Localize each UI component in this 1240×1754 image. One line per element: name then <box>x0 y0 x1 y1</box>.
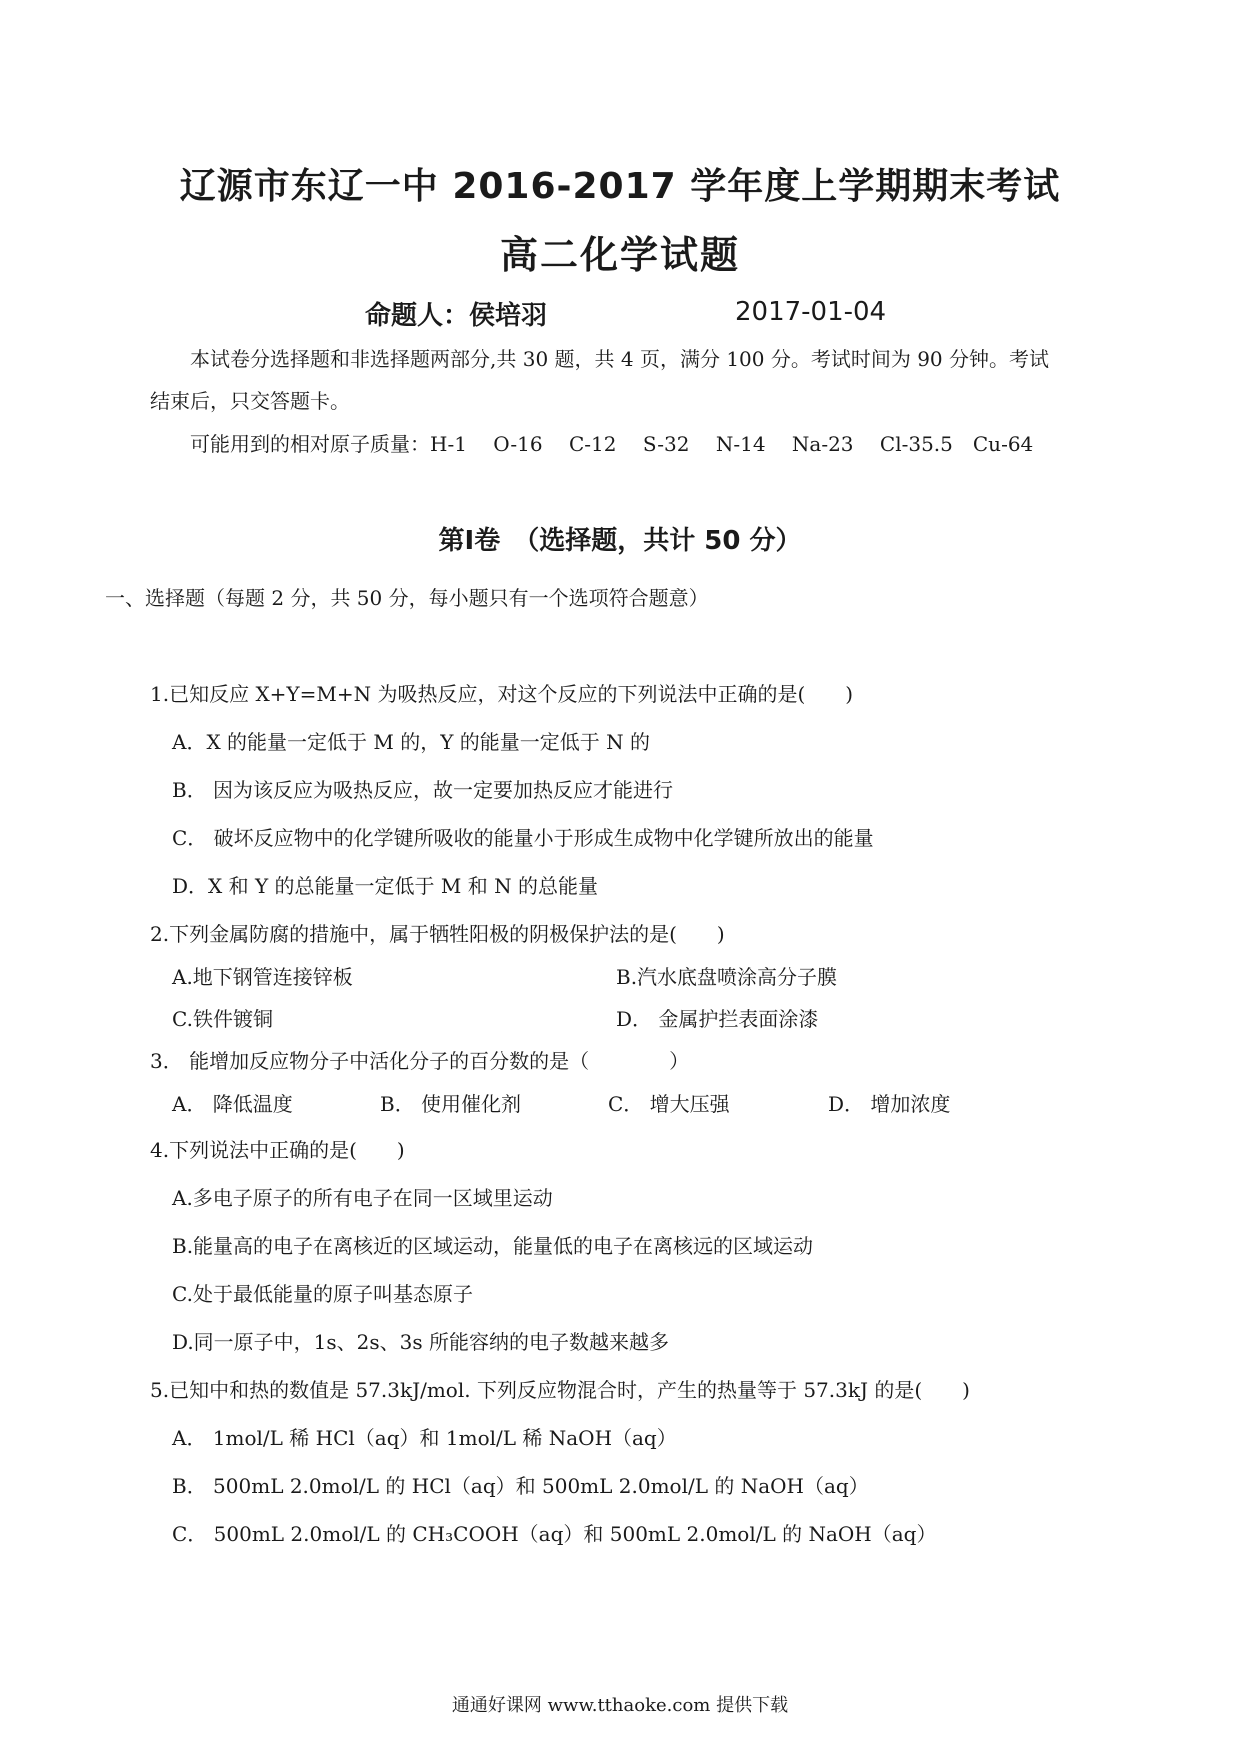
section-title: 第Ⅰ卷 （选择题，共计 50 分） <box>438 526 802 556</box>
question-5-stem: 5.已知中和热的数值是 57.3kJ/mol. 下列反应物混合时，产生的热量等于 57.3kJ 的是( ) <box>150 1378 970 1402</box>
question-4-stem: 4.下列说法中正确的是( ) <box>150 1138 405 1162</box>
footer-source: 通通好课网 www.tthaoke.com 提供下载 <box>451 1695 789 1716</box>
exam-title: 辽源市东辽一中 2016-2017 学年度上学期期末考试 <box>179 166 1061 207</box>
intro-line-1: 本试卷分选择题和非选择题两部分,共 30 题，共 4 页，满分 100 分。考试时间为 90 分钟。考试 <box>190 347 1050 371</box>
question-2-option-a: A.地下钢管连接锌板 <box>172 965 353 989</box>
question-2-option-c: C.铁件镀铜 <box>172 1007 273 1031</box>
question-1-option-c: C． 破坏反应物中的化学键所吸收的能量小于形成生成物中化学键所放出的能量 <box>172 826 874 850</box>
question-4-option-d: D.同一原子中，1s、2s、3s 所能容纳的电子数越来越多 <box>172 1330 670 1354</box>
exam-subtitle: 高二化学试题 <box>499 233 740 277</box>
question-2-stem: 2.下列金属防腐的措施中，属于牺牲阳极的阴极保护法的是( ) <box>150 922 725 946</box>
question-4-option-a: A.多电子原子的所有电子在同一区域里运动 <box>172 1186 553 1210</box>
question-1-option-b: B． 因为该反应为吸热反应，故一定要加热反应才能进行 <box>172 778 674 802</box>
question-5-option-a: A． 1mol/L 稀 HCl（aq）和 1mol/L 稀 NaOH（aq） <box>172 1426 677 1450</box>
question-3-option-a: A． 降低温度 <box>172 1092 293 1116</box>
section-instruction: 一、选择题（每题 2 分，共 50 分，每小题只有一个选项符合题意） <box>105 586 709 610</box>
exam-author: 命题人：侯培羽 <box>365 301 548 331</box>
question-3-option-c: C． 增大压强 <box>608 1092 730 1116</box>
question-1-option-d: D．X 和 Y 的总能量一定低于 M 和 N 的总能量 <box>172 874 598 898</box>
intro-line-2: 结束后，只交答题卡。 <box>150 389 350 413</box>
question-5-option-c: C． 500mL 2.0mol/L 的 CH₃COOH（aq）和 500mL 2.0mol/L 的 NaOH（aq） <box>172 1522 937 1546</box>
question-2-option-b: B.汽水底盘喷涂高分子膜 <box>616 965 838 989</box>
question-3-option-b: B． 使用催化剂 <box>380 1092 522 1116</box>
question-1-option-a: A．X 的能量一定低于 M 的，Y 的能量一定低于 N 的 <box>172 730 651 754</box>
question-2-option-d: D． 金属护拦表面涂漆 <box>616 1007 819 1031</box>
question-5-option-b: B． 500mL 2.0mol/L 的 HCl（aq）和 500mL 2.0mol/L 的 NaOH（aq） <box>172 1474 869 1498</box>
exam-date: 2017-01-04 <box>735 297 887 327</box>
question-3-stem: 3． 能增加反应物分子中活化分子的百分数的是（ ） <box>150 1049 690 1073</box>
question-3-option-d: D． 增加浓度 <box>828 1092 951 1116</box>
atomic-masses: 可能用到的相对原子质量：H-1 O-16 C-12 S-32 N-14 Na-23 Cl-35.5 Cu-64 <box>190 432 1034 456</box>
question-1-stem: 1.已知反应 X+Y=M+N 为吸热反应，对这个反应的下列说法中正确的是( ) <box>150 682 854 706</box>
question-4-option-b: B.能量高的电子在离核近的区域运动，能量低的电子在离核远的区域运动 <box>172 1234 814 1258</box>
question-4-option-c: C.处于最低能量的原子叫基态原子 <box>172 1282 473 1306</box>
